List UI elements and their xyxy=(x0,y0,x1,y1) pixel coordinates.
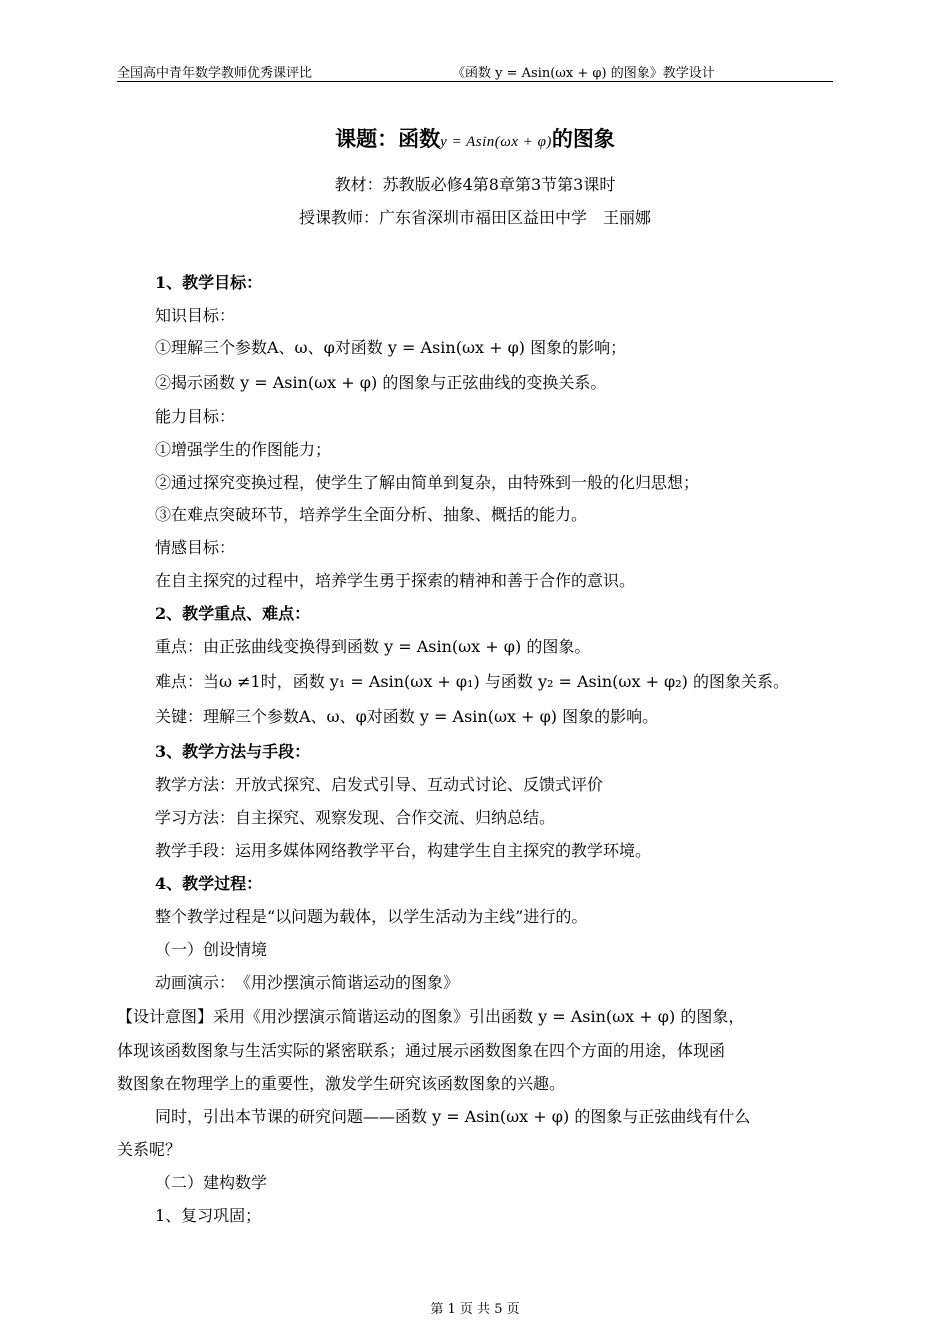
page-header xyxy=(117,55,833,82)
section-4-heading: 4、教学过程： xyxy=(155,874,263,893)
header-competition: 全国高中青年数学教师优秀课评比 xyxy=(117,66,313,81)
teacher-info: 授课教师：广东省深圳市福田区益田中学 王丽娜 xyxy=(298,208,651,227)
subsection-1: （一）创设情境 xyxy=(155,940,268,959)
design-intent-3: 数图象在物理学上的重要性，激发学生研究该函数图象的兴趣。 xyxy=(117,1074,566,1093)
title-prefix: 课题：函数 xyxy=(335,126,441,151)
ability-goal-3: ③在难点突破环节，培养学生全面分析、抽象、概括的能力。 xyxy=(155,505,588,524)
key-idea: 关键：理解三个参数A、ω、φ对函数 y = Asin(ωx + φ) 图象的影响。 xyxy=(155,707,659,726)
difficult-point: 难点：当ω ≠1时，函数 y₁ = Asin(ωx + φ₁) 与函数 y₂ = Asin(ωx + φ₂) 的图象关系。 xyxy=(155,672,790,691)
teaching-method: 教学方法：开放式探究、启发式引导、互动式讨论、反馈式评价 xyxy=(155,775,604,794)
ability-goal-1: ①增强学生的作图能力； xyxy=(155,440,332,459)
ability-goal-label: 能力目标： xyxy=(155,407,236,426)
design-intent-2: 体现该函数图象与生活实际的紧密联系；通过展示函数图象在四个方面的用途，体现函 xyxy=(117,1041,726,1060)
page-footer: 第 1 页 共 5 页 xyxy=(430,1302,520,1317)
title-formula: y = Asin(ωx + φ) xyxy=(440,134,552,150)
textbook-info: 教材：苏教版必修4第8章第3节第3课时 xyxy=(334,175,616,194)
section-3-heading: 3、教学方法与手段： xyxy=(155,742,311,761)
knowledge-goal-2: ②揭示函数 y = Asin(ωx + φ) 的图象与正弦曲线的变换关系。 xyxy=(155,373,607,392)
section-2-heading: 2、教学重点、难点： xyxy=(155,604,311,623)
knowledge-goal-1: ①理解三个参数A、ω、φ对函数 y = Asin(ωx + φ) 图象的影响； xyxy=(155,338,627,357)
learning-method: 学习方法：自主探究、观察发现、合作交流、归纳总结。 xyxy=(155,808,556,827)
research-question-2: 关系呢？ xyxy=(117,1140,182,1159)
subsection-2: （二）建构数学 xyxy=(155,1173,268,1192)
animation-demo: 动画演示： 《用沙摆演示简谐运动的图象》 xyxy=(155,973,460,992)
review-item: 1、复习巩固； xyxy=(155,1206,262,1225)
ability-goal-2: ②通过探究变换过程，使学生了解由简单到复杂，由特殊到一般的化归思想； xyxy=(155,473,700,492)
header-doc-title: 《函数 y = Asin(ωx + φ) 的图象》教学设计 xyxy=(452,66,715,81)
research-question-1: 同时，引出本节课的研究问题——函数 y = Asin(ωx + φ) 的图象与正弦曲线有什么 xyxy=(155,1107,751,1126)
teaching-means: 教学手段：运用多媒体网络教学平台，构建学生自主探究的教学环境。 xyxy=(155,841,652,860)
emotion-goal-text: 在自主探究的过程中，培养学生勇于探索的精神和善于合作的意识。 xyxy=(155,571,636,590)
title-suffix: 的图象 xyxy=(551,126,615,151)
process-overview: 整个教学过程是“以问题为载体，以学生活动为主线”进行的。 xyxy=(155,907,588,926)
key-point: 重点：由正弦曲线变换得到函数 y = Asin(ωx + φ) 的图象。 xyxy=(155,637,591,656)
page-title xyxy=(0,123,950,153)
emotion-goal-label: 情感目标： xyxy=(155,538,236,557)
section-1-heading: 1、教学目标： xyxy=(155,273,263,292)
knowledge-goal-label: 知识目标： xyxy=(155,306,236,325)
design-intent-1: 【设计意图】采用《用沙摆演示简谐运动的图象》引出函数 y = Asin(ωx + φ) 的图象， xyxy=(117,1007,745,1026)
